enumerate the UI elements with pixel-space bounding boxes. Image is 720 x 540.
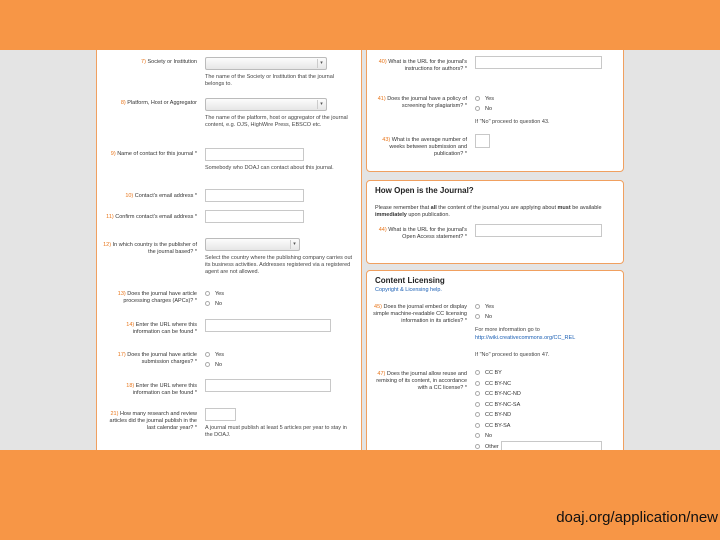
submission-url-input[interactable] (205, 379, 331, 392)
chevron-down-icon: ▾ (317, 100, 325, 109)
question-label (101, 411, 197, 432)
radio-icon (475, 402, 480, 407)
radio-label: Yes (215, 291, 224, 297)
application-form-right-column (366, 50, 624, 450)
question-label (101, 214, 197, 221)
question-label (101, 193, 197, 200)
submission-charges-no-radio[interactable] (205, 362, 222, 369)
plagiarism-no-radio[interactable] (475, 106, 492, 113)
radio-icon (205, 362, 210, 367)
radio-icon (205, 291, 210, 296)
contact-name-input[interactable] (205, 148, 304, 161)
radio-label: Other (485, 444, 499, 450)
radio-label: No (215, 301, 223, 307)
radio-icon (205, 301, 210, 306)
intro-emphasis: must (557, 205, 571, 211)
license-radio-cc-by-nc-sa[interactable] (475, 402, 520, 409)
radio-label: Yes (215, 352, 224, 358)
question-text: In which country is the publisher of the journal based? * (112, 242, 197, 255)
question-number: 17) (117, 352, 126, 358)
article-count-input[interactable] (205, 408, 236, 421)
chevron-down-icon: ▾ (290, 240, 298, 249)
question-number: 40) (378, 59, 387, 65)
radio-icon (475, 423, 480, 428)
question-number: 47) (377, 371, 386, 377)
radio-icon (475, 96, 480, 101)
weeks-input[interactable] (475, 134, 490, 148)
radio-label: Yes (485, 304, 494, 310)
help-text: If "No" proceed to question 43. (475, 119, 550, 125)
help-text: Select the country where the publishing company carries out its business activities. Addresses registered via a registered agent are not allowed. (205, 255, 353, 275)
license-radio-no[interactable] (475, 433, 492, 440)
apc-yes-radio[interactable] (205, 291, 224, 298)
radio-icon (205, 352, 210, 357)
radio-icon (475, 433, 480, 438)
help-text: The name of the platform, host or aggregator of the journal content, e.g. OJS, HighWire Press, EBSCO etc. (205, 115, 348, 128)
editorial-section (366, 50, 624, 172)
question-text: Contact's email address * (134, 193, 197, 199)
intro-text: be available (570, 205, 602, 211)
question-label (371, 59, 467, 73)
question-label (371, 227, 467, 241)
apc-url-input[interactable] (205, 319, 331, 332)
question-label (101, 383, 197, 397)
help-text: If "No" proceed to question 47. (475, 352, 550, 358)
apc-no-radio[interactable] (205, 301, 222, 308)
radio-label: CC BY-ND (485, 412, 512, 418)
question-label (101, 100, 197, 107)
question-text: Does the journal have article processing charges (APCs)? * (123, 291, 197, 304)
question-text: Does the journal allow reuse and remixing of its content, in accordance with a CC license? * (376, 371, 467, 391)
application-form-left-panel (96, 50, 362, 450)
how-open-section (366, 180, 624, 264)
license-radio-cc-by-sa[interactable] (475, 423, 510, 430)
society-select[interactable] (205, 57, 327, 70)
question-number: 43) (382, 137, 391, 143)
question-text: What is the URL for the journal's Open Access statement? * (388, 227, 467, 240)
question-number: 45) (374, 304, 382, 310)
intro-text: Please remember that (375, 205, 431, 211)
open-access-url-input[interactable] (475, 224, 602, 237)
radio-label: CC BY (485, 370, 502, 376)
section-title: How Open is the Journal? (375, 186, 474, 195)
radio-label: CC BY-NC-SA (485, 402, 521, 408)
question-label (101, 291, 197, 305)
license-radio-cc-by-nc[interactable] (475, 381, 511, 388)
radio-icon (475, 370, 480, 375)
intro-text: upon publication. (406, 212, 450, 218)
question-number: 10) (125, 193, 134, 199)
radio-icon (475, 381, 480, 386)
content-licensing-section (366, 270, 624, 450)
contact-email-input[interactable] (205, 189, 304, 202)
platform-select[interactable] (205, 98, 327, 111)
radio-label: No (485, 433, 493, 439)
question-text: Enter the URL where this information can be found * (132, 322, 197, 335)
help-text: For more information go to (475, 327, 540, 333)
intro-emphasis: all (430, 205, 437, 211)
footer-url: doaj.org/application/new (556, 509, 718, 526)
intro-text: the content of the journal you are applying about (436, 205, 558, 211)
section-intro (375, 205, 619, 219)
author-instructions-url-input[interactable] (475, 56, 602, 69)
question-number: 9) (110, 151, 116, 157)
question-label (371, 96, 467, 110)
plagiarism-yes-radio[interactable] (475, 96, 494, 103)
question-text: What is the average number of weeks between submission and publication? * (389, 137, 467, 157)
license-radio-cc-by[interactable] (475, 370, 502, 377)
question-text: Platform, Host or Aggregator (127, 100, 197, 106)
question-label (371, 304, 467, 325)
radio-label: Yes (485, 96, 494, 102)
question-text: How many research and review articles did the journal publish in the last calendar year? * (109, 411, 197, 431)
radio-label: CC BY-NC-ND (485, 391, 521, 397)
question-number: 44) (378, 227, 387, 233)
question-number: 13) (117, 291, 126, 297)
radio-icon (475, 412, 480, 417)
radio-label: No (485, 314, 493, 320)
cc-embed-yes-radio[interactable] (475, 304, 494, 311)
question-number: 11) (106, 214, 114, 220)
question-label (101, 352, 197, 366)
radio-label: No (215, 362, 223, 368)
screenshot-area (0, 50, 720, 450)
question-number: 41) (377, 96, 386, 102)
section-title: Content Licensing (375, 276, 445, 285)
radio-icon (475, 391, 480, 396)
radio-icon (475, 444, 480, 449)
question-label (101, 322, 197, 336)
question-number: 12) (103, 242, 112, 248)
question-label (101, 242, 197, 256)
other-license-input[interactable] (501, 441, 602, 450)
question-label (371, 371, 467, 392)
country-select[interactable] (205, 238, 300, 251)
question-number: 18) (126, 383, 135, 389)
question-number: 8) (120, 100, 126, 106)
radio-icon (475, 106, 480, 111)
radio-label: CC BY-NC (485, 381, 512, 387)
radio-icon (475, 314, 480, 319)
intro-emphasis: immediately (375, 212, 407, 218)
question-number: 21) (110, 411, 119, 417)
question-text: Confirm contact's email address * (115, 214, 197, 220)
question-text: Does the journal embed or display simple machine-readable CC licensing information in its articles? * (373, 304, 467, 324)
question-label (101, 59, 197, 66)
help-text: The name of the Society or Institution that the journal belongs to. (205, 74, 335, 87)
radio-label: CC BY-SA (485, 423, 511, 429)
question-number: 14) (126, 322, 135, 328)
license-radio-cc-by-nc-nd[interactable] (475, 391, 521, 398)
question-number: 7) (141, 59, 146, 65)
question-label (101, 151, 197, 158)
question-text: What is the URL for the journal's instructions for authors? * (388, 59, 467, 72)
cc-rel-link[interactable]: http://wiki.creativecommons.org/CC_REL (475, 335, 576, 341)
radio-label: No (485, 106, 493, 112)
question-text: Enter the URL where this information can be found * (132, 383, 197, 396)
license-radio-other[interactable] (475, 444, 499, 450)
chevron-down-icon: ▾ (317, 59, 325, 68)
help-text: A journal must publish at least 5 articles per year to stay in the DOAJ. (205, 425, 347, 438)
cc-embed-no-radio[interactable] (475, 314, 492, 321)
question-text: Name of contact for this journal * (117, 151, 197, 157)
help-text: Somebody who DOAJ can contact about this journal. (205, 165, 334, 171)
question-label (371, 137, 467, 158)
question-text: Does the journal have a policy of screening for plagiarism? * (387, 96, 467, 109)
submission-charges-yes-radio[interactable] (205, 352, 224, 359)
question-text: Does the journal have article submission charges? * (127, 352, 197, 365)
licensing-help-link[interactable]: Copyright & Licensing help. (375, 287, 442, 293)
question-text: Society or Institution (147, 59, 197, 65)
radio-icon (475, 304, 480, 309)
confirm-email-input[interactable] (205, 210, 304, 223)
license-radio-cc-by-nd[interactable] (475, 412, 511, 419)
